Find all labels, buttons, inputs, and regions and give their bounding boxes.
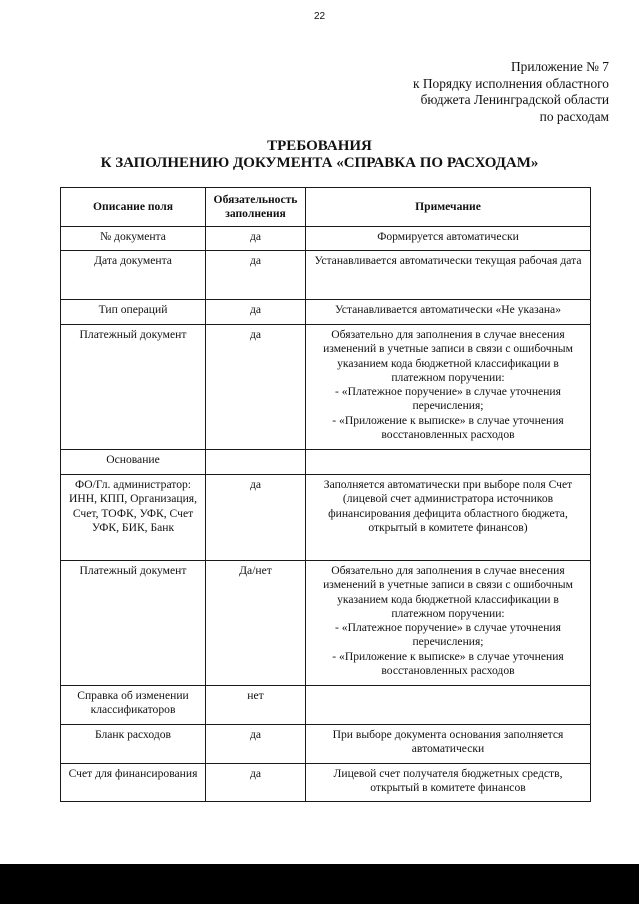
note-cell bbox=[306, 450, 591, 475]
field-cell: ФО/Гл. администратор: ИНН, КПП, Организация, Счет, ТОФК, УФК, Счет УФК, БИК, Банк bbox=[61, 475, 206, 561]
document-title bbox=[0, 138, 639, 172]
header-field-description: Описание поля bbox=[61, 188, 206, 227]
required-cell: да bbox=[206, 251, 306, 300]
appendix-reference bbox=[329, 59, 609, 125]
table-row bbox=[61, 325, 591, 450]
table-row bbox=[61, 764, 591, 802]
field-cell: Счет для финансирования bbox=[61, 764, 206, 802]
appendix-line: по расходам bbox=[539, 108, 609, 124]
appendix-line: Приложение № 7 bbox=[510, 59, 609, 74]
field-cell: № документа bbox=[61, 227, 206, 251]
note-cell: Устанавливается автоматически текущая рабочая дата bbox=[306, 251, 591, 300]
note-cell: При выборе документа основания заполняется автоматически bbox=[306, 725, 591, 764]
note-cell: Устанавливается автоматически «Не указана» bbox=[306, 300, 591, 325]
note-cell: Обязательно для заполнения в случае внесения изменений в учетные записи в связи с ошибочным указанием кода бюджетной классификации в платежном поручении: - «Платежное поручение» в случае уточнения перечисления; - «Приложение к выписке» в случае уточнения восстановленных расходов bbox=[306, 561, 591, 686]
title-line-2: К ЗАПОЛНЕНИЮ ДОКУМЕНТА «СПРАВКА ПО РАСХОДАМ» bbox=[100, 155, 539, 171]
title-line-1: ТРЕБОВАНИЯ bbox=[267, 138, 372, 154]
note-cell: Формируется автоматически bbox=[306, 227, 591, 251]
note-cell: Заполняется автоматически при выборе поля Счет (лицевой счет администратора источников финансирования дефицита областного бюджета, открытый в комитете финансов) bbox=[306, 475, 591, 561]
required-cell: да bbox=[206, 764, 306, 802]
required-cell: нет bbox=[206, 686, 306, 725]
table-row bbox=[61, 475, 591, 561]
appendix-line: к Порядку исполнения областного bbox=[413, 75, 609, 91]
field-cell: Основание bbox=[61, 450, 206, 475]
note-cell: Обязательно для заполнения в случае внесения изменений в учетные записи в связи с ошибочным указанием кода бюджетной классификации в платежном поручении: - «Платежное поручение» в случае уточнения перечисления; - «Приложение к выписке» в случае уточнения восстановленных расходов bbox=[306, 325, 591, 450]
required-cell: да bbox=[206, 725, 306, 764]
table-row bbox=[61, 300, 591, 325]
required-cell: да bbox=[206, 300, 306, 325]
note-cell: Лицевой счет получателя бюджетных средств, открытый в комитете финансов bbox=[306, 764, 591, 802]
field-cell: Платежный документ bbox=[61, 325, 206, 450]
field-cell: Тип операций bbox=[61, 300, 206, 325]
table-row bbox=[61, 251, 591, 300]
field-cell: Бланк расходов bbox=[61, 725, 206, 764]
required-cell: да bbox=[206, 227, 306, 251]
required-cell: да bbox=[206, 325, 306, 450]
table-row bbox=[61, 686, 591, 725]
requirements-table bbox=[60, 187, 591, 802]
table-row bbox=[61, 450, 591, 475]
field-cell: Дата документа bbox=[61, 251, 206, 300]
table-row bbox=[61, 561, 591, 686]
appendix-line: бюджета Ленинградской области bbox=[420, 92, 609, 107]
header-note: Примечание bbox=[306, 188, 591, 227]
scan-edge-bar bbox=[0, 864, 639, 904]
required-cell: да bbox=[206, 475, 306, 561]
field-cell: Справка об изменении классификаторов bbox=[61, 686, 206, 725]
table-row bbox=[61, 725, 591, 764]
required-cell: Да/нет bbox=[206, 561, 306, 686]
header-required: Обязательность заполнения bbox=[206, 188, 306, 227]
table-row bbox=[61, 227, 591, 251]
field-cell: Платежный документ bbox=[61, 561, 206, 686]
page-number: 22 bbox=[313, 11, 326, 22]
note-cell bbox=[306, 686, 591, 725]
required-cell bbox=[206, 450, 306, 475]
